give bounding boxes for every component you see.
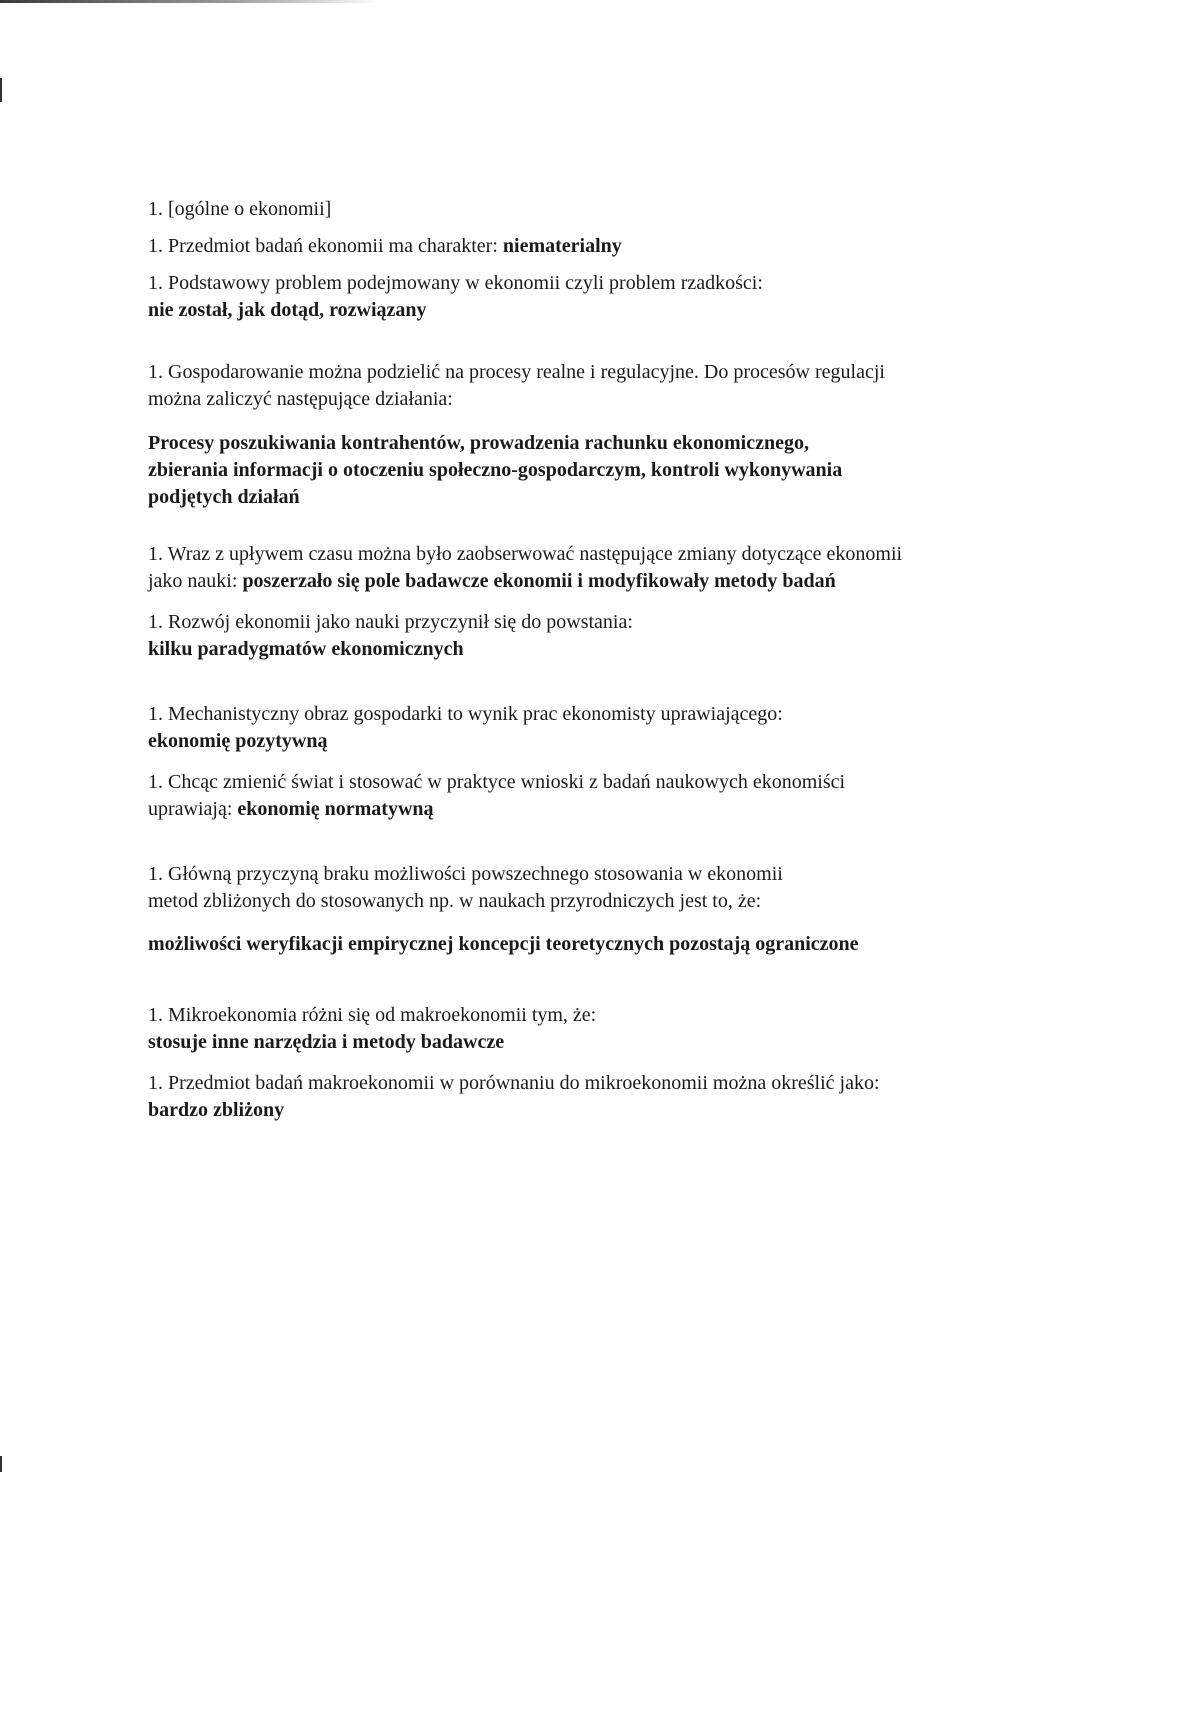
question-line: 1. Wraz z upływem czasu można było zaobserwować następujące zmiany dotyczące ekonomii: [148, 543, 903, 565]
answer-inline: ekonomię normatywną: [237, 798, 434, 820]
item-mechanistic-image: [148, 701, 988, 755]
answer-inline: niematerialny: [502, 235, 622, 257]
answer-line: kilku paradygmatów ekonomicznych: [148, 638, 464, 660]
question-line: 1. Mikroekonomia różni się od makroekonomii tym, że:: [148, 1004, 597, 1026]
answer-line: stosuje inne narzędzia i metody badawcze: [148, 1031, 505, 1053]
question-line: 1. Gospodarowanie można podzielić na procesy realne i regulacyjne. Do procesów regulacji: [148, 361, 885, 383]
answer-line: ekonomię pozytywną: [148, 730, 328, 752]
answer-line: Procesy poszukiwania kontrahentów, prowadzenia rachunku ekonomicznego,: [148, 432, 809, 454]
question-line: uprawiają:: [148, 798, 238, 820]
question-line: 1. Przedmiot badań makroekonomii w porównaniu do mikroekonomii można określić jako:: [148, 1072, 880, 1094]
question-line: 1. Główną przyczyną braku możliwości powszechnego stosowania w ekonomii: [148, 863, 783, 885]
question-line: 1. Rozwój ekonomii jako nauki przyczynił się do powstania:: [148, 611, 633, 633]
question-line: jako nauki:: [148, 570, 243, 592]
answer-line: zbierania informacji o otoczeniu społeczno-gospodarczym, kontroli wykonywania: [148, 459, 843, 481]
scan-mark-top: [0, 78, 2, 102]
answer-inline: poszerzało się pole badawcze ekonomii i modyfikowały metody badań: [242, 570, 836, 592]
item-macro-subject: [148, 1070, 988, 1124]
question-line: metod zbliżonych do stosowanych np. w naukach przyrodniczych jest to, że:: [148, 890, 762, 912]
item-scarcity-problem: [148, 270, 988, 324]
answer-line: bardzo zbliżony: [148, 1099, 285, 1121]
item-main-cause: [148, 861, 988, 915]
answer-line: możliwości weryfikacji empirycznej koncepcji teoretycznych pozostają ograniczone: [148, 933, 859, 955]
question-line: 1. Chcąc zmienić świat i stosować w praktyce wnioski z badań naukowych ekonomiści: [148, 771, 846, 793]
item-development: [148, 609, 988, 663]
answer-line: nie został, jak dotąd, rozwiązany: [148, 299, 427, 321]
scan-top-edge: [0, 0, 380, 3]
item-general-heading: [148, 196, 988, 223]
question-line: 1. Przedmiot badań ekonomii ma charakter:: [148, 235, 503, 257]
question-line: 1. Podstawowy problem podejmowany w ekonomii czyli problem rzadkości:: [148, 272, 763, 294]
answer-line: podjętych działań: [148, 486, 300, 508]
item-subject-character: [148, 233, 988, 260]
scan-mark-bottom: [0, 1456, 2, 1472]
item-management-processes: [148, 359, 988, 413]
item-micro-vs-macro: [148, 1002, 988, 1056]
item-change-world: [148, 769, 988, 823]
question-line: 1. [ogólne o ekonomii]: [148, 198, 332, 220]
item-changes-over-time: [148, 541, 988, 595]
question-line: można zaliczyć następujące działania:: [148, 388, 453, 410]
item-main-cause-answer: [148, 931, 988, 958]
question-line: 1. Mechanistyczny obraz gospodarki to wynik prac ekonomisty uprawiającego:: [148, 703, 783, 725]
item-regulation-answer: [148, 430, 988, 511]
document-page: [148, 196, 988, 1124]
